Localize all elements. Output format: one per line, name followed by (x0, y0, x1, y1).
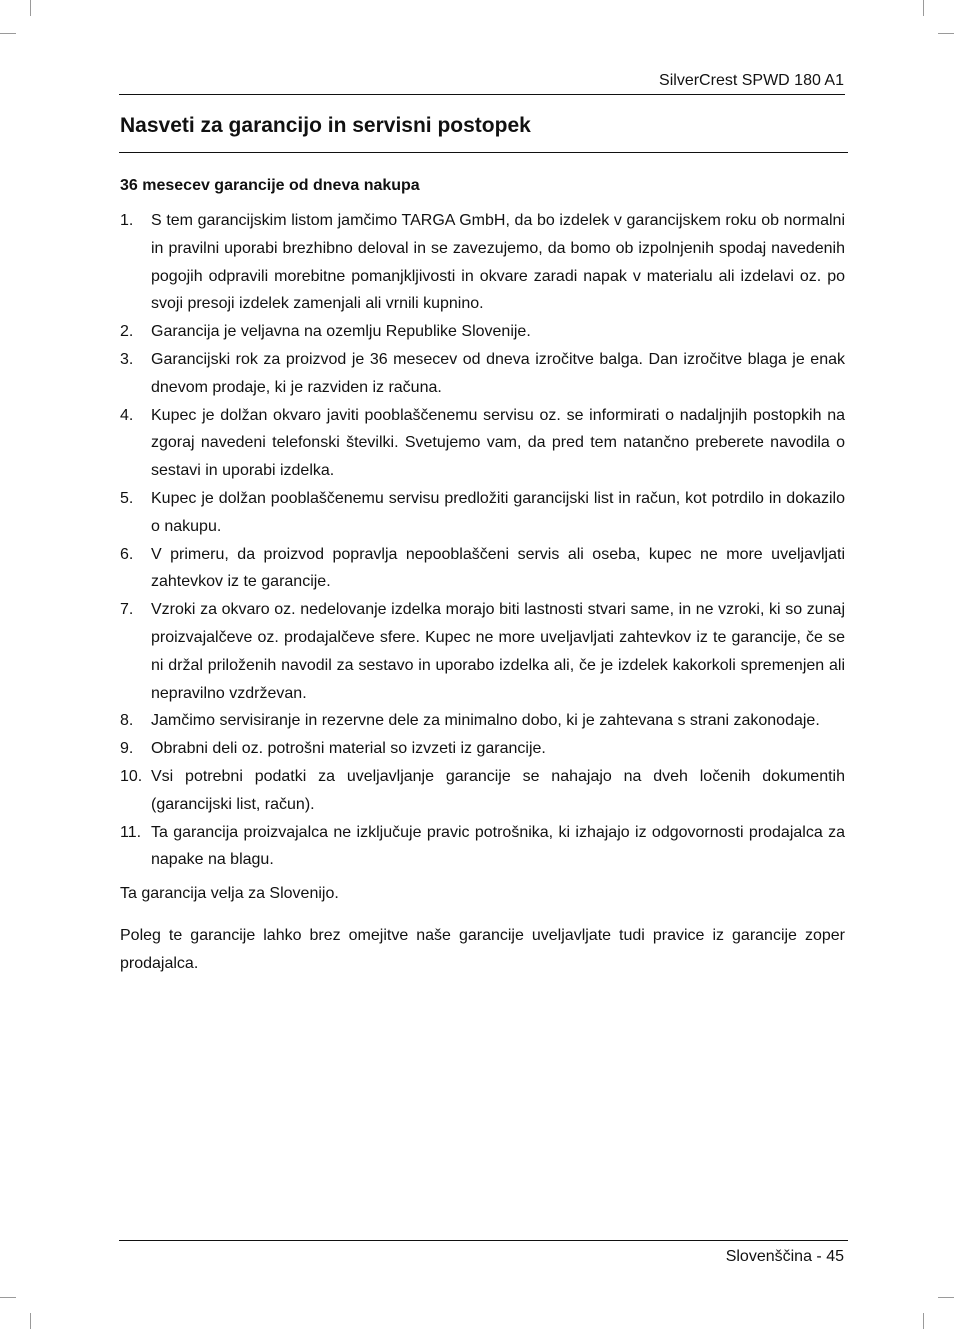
list-item-text: Vsi potrebni podatki za uveljavljanje garancije se nahajajo na dveh ločenih dokumentih (garancijski list, račun). (151, 767, 845, 813)
main-content (120, 172, 845, 978)
list-item-text: Garancija je veljavna na ozemlju Republike Slovenije. (151, 323, 531, 341)
crop-mark (938, 1297, 954, 1298)
title-rule (119, 152, 848, 153)
list-item (120, 541, 845, 597)
list-item-text: Kupec je dolžan okvaro javiti pooblaščenemu servisu oz. se informirati o nadaljnjih postopkih na zgoraj navedeni telefonski številki. Svetujemo vam, da pred tem natančno preberete navodila o sestavi in uporabi izdelka. (151, 406, 845, 480)
page-title: Nasveti za garancijo in servisni postopek (120, 114, 531, 137)
validity-paragraph: Ta garancija velja za Slovenijo. (120, 885, 339, 903)
list-item-text: V primeru, da proizvod popravlja nepooblaščeni servis ali oseba, kupec ne more uveljavljati zahtevkov iz te garancije. (151, 545, 845, 591)
list-item (120, 707, 845, 735)
page-number: Slovenščina - 45 (725, 1248, 844, 1265)
list-item (120, 735, 845, 763)
list-item-number: 5. (120, 489, 134, 507)
list-item-text: Obrabni deli oz. potrošni material so izvzeti iz garancije. (151, 740, 546, 758)
list-item (120, 596, 845, 707)
list-item-text: S tem garancijskim listom jamčimo TARGA GmbH, da bo izdelek v garancijskem roku ob normalni in pravilni uporabi brezhibno deloval in se zavezujemo, da bomo ob izpolnjenih spodaj navedenih pogojih odpravili morebitne pomanjkljivosti in okvare zaradi napak v materialu ali izdelavi oz. po svoji presoji izdelek zamenjali ali vrnili kupnino. (151, 212, 845, 313)
list-item-number: 10. (120, 767, 143, 785)
list-item-text: Vzroki za okvaro oz. nedelovanje izdelka morajo biti lastnosti stvari same, in ne vzroki, ki so zunaj proizvajalčeve oz. prodajalčeve sfere. Kupec ne more uveljavljati zahtevkov iz te garancije, če se ni držal priloženih navodil za sestavo in uporabo izdelka ali, če je izdelek kakorkoli spremenjen ali nepravilno vzdrževan. (151, 601, 845, 702)
list-item-text: Kupec je dolžan pooblaščenemu servisu predložiti garancijski list in račun, kot potrdilo in dokazilo o nakupu. (151, 489, 845, 535)
list-item-text: Garancijski rok za proizvod je 36 mesecev od dneva izročitve balga. Dan izročitve blaga je enak dnevom prodaje, ki je razviden iz računa. (151, 350, 845, 396)
list-item-number: 6. (120, 545, 134, 563)
crop-mark (938, 33, 954, 34)
list-item (120, 819, 845, 875)
list-item-number: 11. (120, 823, 142, 841)
crop-mark (923, 1313, 924, 1329)
list-item-number: 9. (120, 740, 134, 758)
list-item (120, 763, 845, 819)
crop-mark (30, 1313, 31, 1329)
list-item (120, 402, 845, 485)
list-item (120, 207, 845, 318)
additional-rights-paragraph: Poleg te garancije lahko brez omejitve naše garancije uveljavljate tudi pravice iz garancije zoper prodajalca. (120, 926, 845, 972)
list-item-number: 3. (120, 350, 134, 368)
crop-mark (0, 33, 16, 34)
running-header: SilverCrest SPWD 180 A1 (659, 72, 844, 89)
list-item (120, 318, 845, 346)
list-item-number: 8. (120, 712, 134, 730)
list-item-number: 1. (120, 212, 134, 229)
list-item-number: 7. (120, 601, 134, 619)
list-item-number: 2. (120, 323, 134, 341)
warranty-terms-list (120, 207, 845, 874)
header-rule (119, 94, 845, 95)
subheading: 36 mesecev garancije od dneva nakupa (120, 177, 420, 194)
crop-mark (30, 0, 31, 16)
list-item (120, 485, 845, 541)
footer-rule (119, 1240, 848, 1241)
crop-mark (0, 1297, 16, 1298)
list-item-number: 4. (120, 406, 134, 424)
list-item-text: Jamčimo servisiranje in rezervne dele za minimalno dobo, ki je zahtevana s strani zakonodaje. (151, 712, 820, 730)
crop-mark (923, 0, 924, 16)
list-item (120, 346, 845, 402)
list-item-text: Ta garancija proizvajalca ne izključuje pravic potrošnika, ki izhajajo iz odgovornosti prodajalca za napake na blagu. (151, 823, 845, 869)
